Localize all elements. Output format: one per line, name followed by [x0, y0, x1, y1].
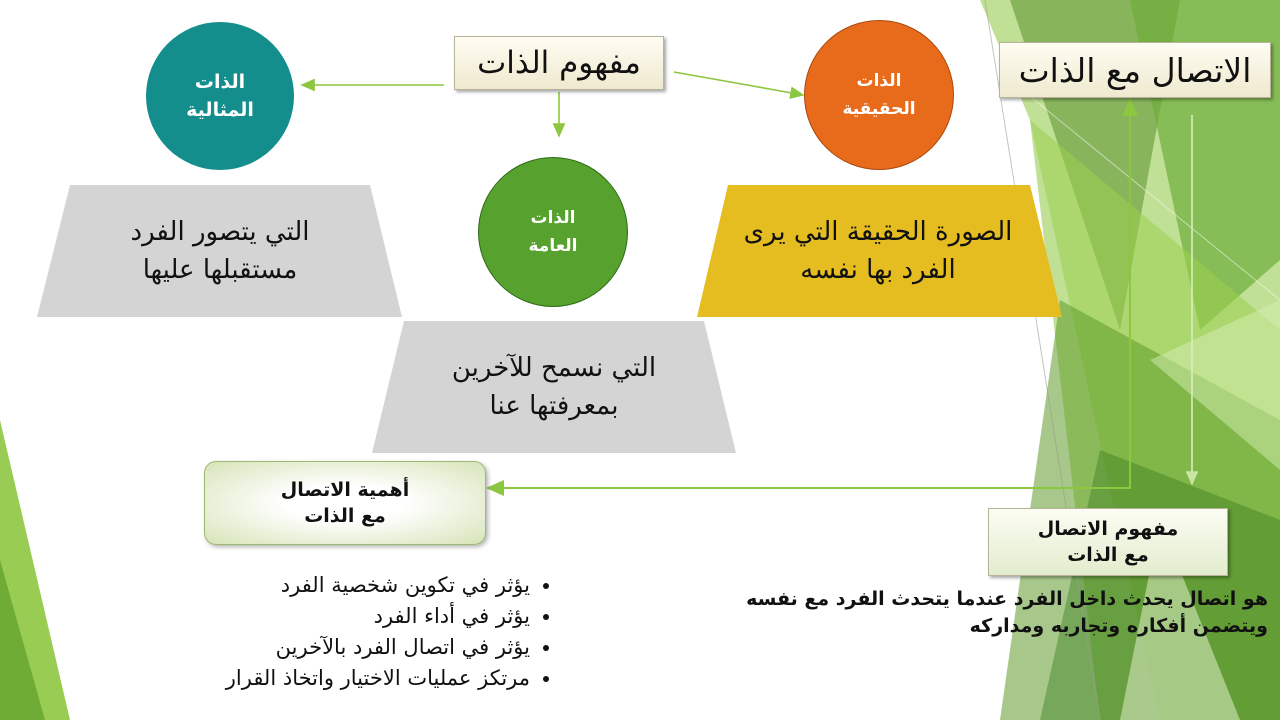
importance-item: • يؤثر في تكوين شخصية الفرد — [120, 570, 530, 601]
importance-title-box — [204, 461, 486, 545]
public-self-description — [394, 326, 714, 448]
importance-item: • مرتكز عمليات الاختيار واتخاذ القرار — [120, 663, 530, 694]
ideal-self-description-text: التي يتصور الفرد مستقبلها عليها — [130, 217, 310, 285]
importance-item: • يؤثر في اتصال الفرد بالآخرين — [120, 632, 530, 663]
public-self-description-text: التي نسمح للآخرين بمعرفتها عنا — [451, 353, 657, 421]
importance-title: أهمية الاتصال مع الذات — [280, 479, 410, 527]
importance-list — [120, 570, 556, 694]
real-self-label: الذات الحقيقية — [842, 71, 916, 119]
real-self-description-text: الصورة الحقيقة التي يرى الفرد بها نفسه — [743, 217, 1013, 285]
concept-title: مفهوم الذات — [477, 45, 641, 81]
ideal-self-label: الذات المثالية — [186, 71, 254, 121]
definition-title-box — [988, 508, 1228, 576]
public-self-label: الذات العامة — [528, 208, 578, 256]
definition-text: هو اتصال يحدث داخل الفرد عندما يتحدث الفرد مع نفسه ويتضمن أفكاره وتجاربه ومداركه — [746, 588, 1268, 637]
main-title: الاتصال مع الذات — [1018, 50, 1252, 90]
definition-title: مفهوم الاتصال مع الذات — [1037, 518, 1179, 566]
importance-item: • يؤثر في أداء الفرد — [120, 601, 530, 632]
ideal-self-description — [60, 190, 380, 312]
real-self-description — [718, 190, 1038, 312]
